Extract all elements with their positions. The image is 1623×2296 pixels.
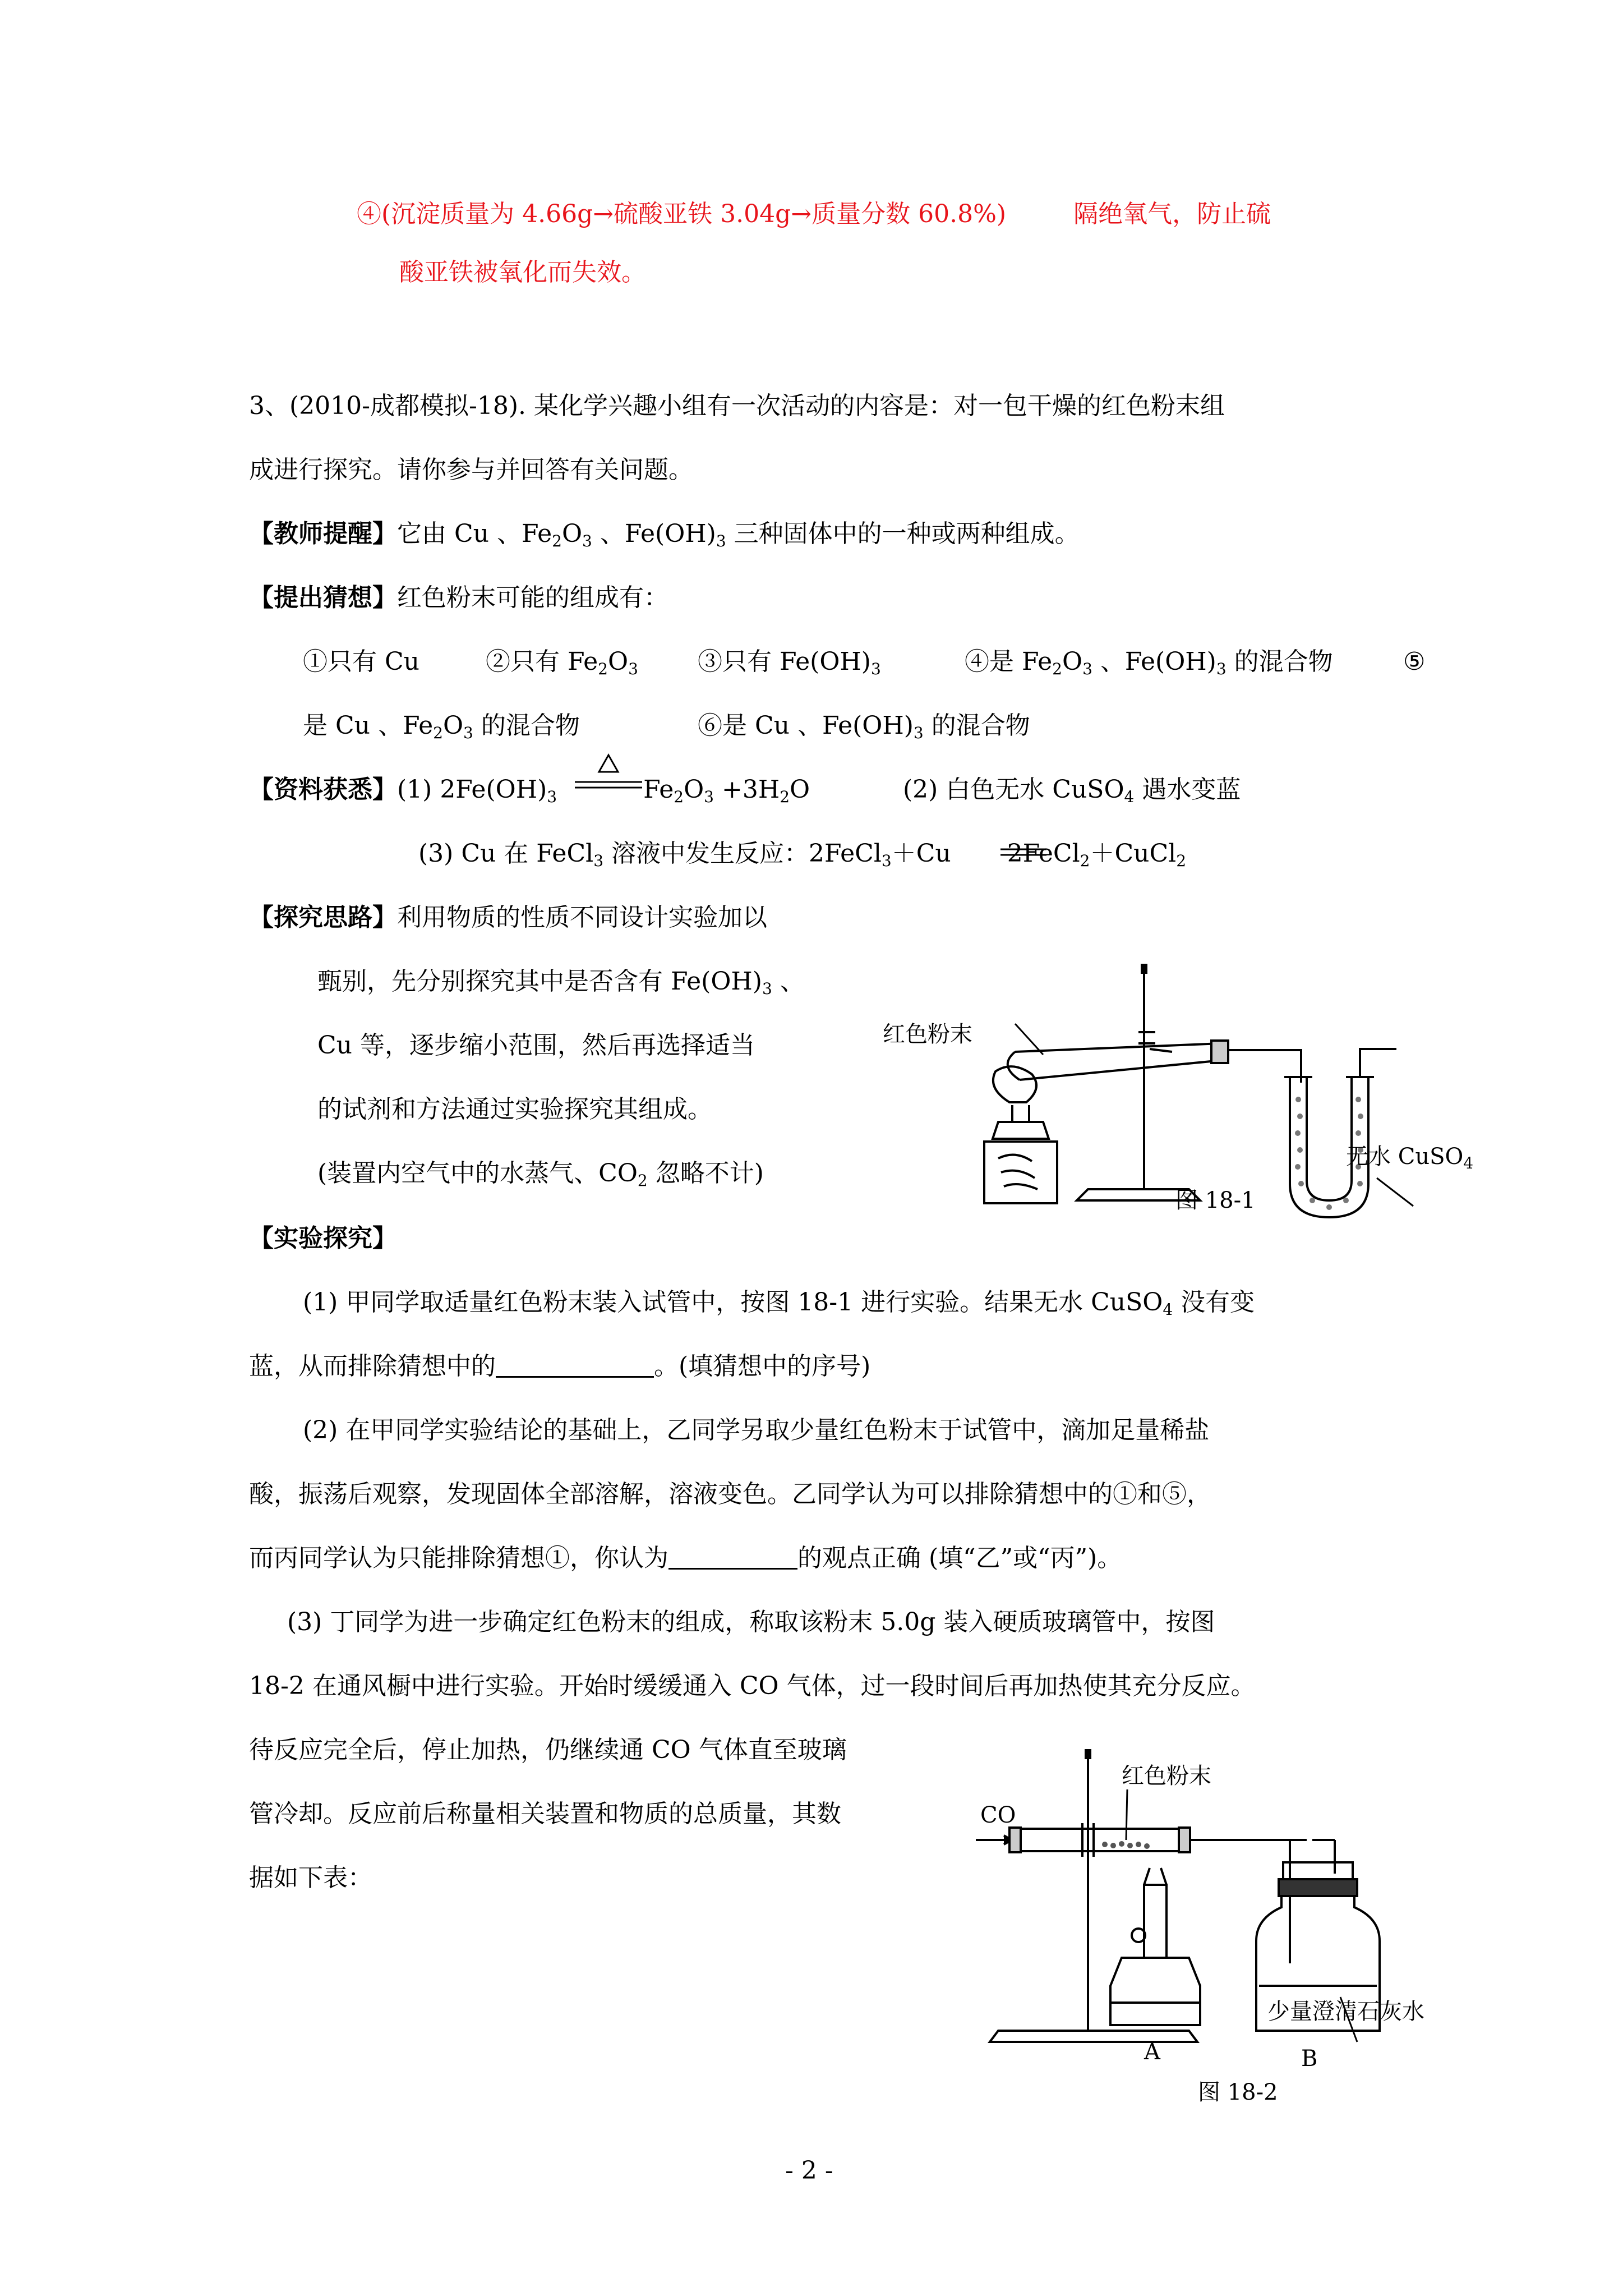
t: 无水 CuSO — [1346, 1144, 1464, 1170]
t: ⑥是 Cu 、Fe(OH) — [698, 711, 914, 740]
hypothesis-heading — [249, 581, 668, 615]
t: ②只有 Fe — [486, 647, 598, 676]
t: ④是 Fe — [965, 647, 1053, 676]
figure-18-2-caption: 图 18-2 — [1198, 2079, 1278, 2105]
teacher-reminder-tag: 【教师提醒】 — [249, 519, 397, 548]
sub: 3 — [762, 979, 772, 998]
answer-blank-2[interactable] — [668, 1545, 797, 1570]
t: 的观点正确 (填“乙”或“丙”)。 — [797, 1544, 1122, 1572]
experiment-p1-line1 — [303, 1286, 1255, 1319]
experiment-p2-line2: 酸，振荡后观察，发现固体全部溶解，溶液变色。乙同学认为可以排除猜想中的①和⑤， — [249, 1480, 1211, 1508]
hypothesis-option-4 — [965, 645, 1333, 679]
sub: 2 — [1080, 852, 1090, 870]
powder-granules — [1102, 1841, 1150, 1849]
t: +3H — [713, 775, 780, 804]
t: (1) 甲同学取适量红色粉末装入试管中，按图 18-1 进行实验。结果无水 CuSO — [303, 1288, 1163, 1317]
hypothesis-option-2 — [486, 645, 638, 679]
sub: 2 — [433, 724, 443, 742]
sub: 3 — [1216, 660, 1227, 678]
t: 是 Cu 、Fe — [303, 711, 434, 740]
teacher-reminder — [249, 517, 1080, 551]
t: 、 — [772, 967, 805, 996]
sub: 2 — [674, 788, 684, 806]
sub: 2 — [1176, 852, 1187, 870]
experiment-tag: 【实验探究】 — [249, 1224, 397, 1253]
hypothesis-option-5-number: ⑤ — [1403, 647, 1426, 676]
idea-line-2 — [317, 965, 805, 999]
t: 的混合物 — [1226, 647, 1333, 676]
experiment-p3-line2: 18-2 在通风橱中进行实验。开始时缓缓通入 CO 气体，过一段时间后再加热使其充分反应。 — [249, 1672, 1256, 1700]
idea-tag: 【探究思路】 — [249, 903, 397, 932]
t: (1) 2Fe(OH) — [397, 775, 547, 804]
sub: 3 — [881, 852, 892, 870]
t: O — [1062, 647, 1083, 676]
t: 而丙同学认为只能排除猜想①，你认为 — [249, 1544, 668, 1572]
sub: 3 — [716, 532, 726, 550]
experiment-p3-line5: 据如下表： — [249, 1864, 372, 1892]
t: O — [790, 775, 810, 804]
t: (3) Cu 在 FeCl — [418, 839, 594, 868]
hypothesis-option-1: ①只有 Cu — [303, 647, 419, 676]
t: 利用物质的性质不同设计实验加以 — [397, 903, 767, 932]
sub: 2 — [598, 660, 608, 678]
info-tag: 【资料获悉】 — [249, 775, 397, 804]
sub: 3 — [593, 852, 604, 870]
question3-intro-line2: 成进行探究。请你参与并回答有关问题。 — [249, 455, 693, 484]
t: ＋Cu — [891, 839, 959, 868]
idea-line-3: Cu 等，逐步缩小范围，然后再选择适当 — [317, 1031, 755, 1060]
page-number: - 2 - — [785, 2156, 833, 2185]
equals-sign-icon — [998, 841, 1049, 864]
experiment-p3-line4: 管冷却。反应前后称量相关装置和物质的总质量，其数 — [249, 1800, 841, 1828]
answer4-text-b: 隔绝氧气，防止硫 — [1073, 200, 1271, 228]
hypothesis-option-3 — [698, 645, 881, 679]
sub: 2 — [1052, 660, 1062, 678]
t: 没有变 — [1173, 1288, 1255, 1317]
figure-18-2-label-co: CO — [980, 1802, 1016, 1828]
sub: 4 — [1124, 788, 1135, 806]
sub: 3 — [582, 532, 592, 550]
t: 甄别，先分别探究其中是否含有 Fe(OH) — [317, 967, 762, 996]
t: 溶液中发生反应：2FeCl — [603, 839, 882, 868]
answer4-line1 — [357, 197, 1271, 231]
info-line-2 — [903, 773, 1241, 807]
t: 的混合物 — [923, 711, 1030, 740]
teacher-text-1: 它由 Cu 、Fe — [397, 519, 552, 548]
figure-18-2-label-limewater: 少量澄清石灰水 — [1267, 1999, 1424, 2024]
t: 、Fe(OH) — [1092, 647, 1216, 676]
sub: 3 — [913, 724, 924, 742]
sub: 2 — [552, 532, 562, 550]
figure-18-1-apparatus — [875, 954, 1492, 1268]
sub: 3 — [628, 660, 638, 678]
t: ＋CuCl — [1090, 839, 1177, 868]
hypothesis-option-5 — [303, 709, 580, 743]
hypothesis-text: 红色粉末可能的组成有： — [397, 583, 668, 612]
sub: 4 — [1163, 1300, 1173, 1319]
t: 遇水变蓝 — [1134, 775, 1241, 804]
experiment-p3-line1: (3) 丁同学为进一步确定红色粉末的组成，称取该粉末 5.0g 装入硬质玻璃管中，按图 — [287, 1608, 1215, 1636]
sub: 2 — [780, 788, 790, 806]
teacher-text-4: 三种固体中的一种或两种组成。 — [726, 519, 1080, 548]
figure-18-2-label-a: A — [1144, 2039, 1160, 2065]
idea-line-1 — [249, 901, 767, 935]
t: O — [607, 647, 629, 676]
figure-18-2-label-b: B — [1301, 2046, 1318, 2072]
experiment-p3-line3: 待反应完全后，停止加热，仍继续通 CO 气体直至玻璃 — [249, 1736, 847, 1764]
teacher-text-2: O — [561, 519, 583, 548]
hypothesis-tag: 【提出猜想】 — [249, 583, 397, 612]
sub: 4 — [1463, 1154, 1474, 1172]
info-line-1 — [249, 773, 810, 807]
figure-18-1-label-cuso4 — [1346, 1143, 1473, 1170]
sub: 3 — [704, 788, 714, 806]
sub: 3 — [547, 788, 557, 806]
figure-18-1-label-powder: 红色粉末 — [883, 1022, 972, 1047]
question3-intro-line1: 3、(2010-成都模拟-18). 某化学兴趣小组有一次活动的内容是：对一包干燥的红色粉末组 — [249, 392, 1225, 420]
t: ③只有 Fe(OH) — [698, 647, 871, 676]
sub: 3 — [870, 660, 881, 678]
answer4-text-a: ④(沉淀质量为 4.66g→硫酸亚铁 3.04g→质量分数 60.8%) — [357, 200, 1007, 228]
sub: 3 — [463, 724, 473, 742]
t: O — [442, 711, 464, 740]
t: 。(填猜想中的序号) — [654, 1352, 871, 1381]
sub: 3 — [1082, 660, 1092, 678]
answer-blank-1[interactable] — [496, 1354, 654, 1378]
heating-equals-icon — [572, 752, 645, 797]
t: 2FeCl — [1007, 839, 1080, 868]
t: 蓝，从而排除猜想中的 — [249, 1352, 496, 1381]
hypothesis-option-6 — [698, 709, 1030, 743]
figure-18-1-caption: 图 18-1 — [1175, 1188, 1256, 1213]
info-line-3 — [418, 837, 1186, 871]
t: Fe — [643, 775, 674, 804]
idea-line-4: 的试剂和方法通过实验探究其组成。 — [317, 1095, 712, 1124]
experiment-p2-line1: (2) 在甲同学实验结论的基础上，乙同学另取少量红色粉末于试管中，滴加足量稀盐 — [303, 1416, 1210, 1444]
idea-line-5 — [317, 1157, 764, 1190]
answer4-line2: 酸亚铁被氧化而失效。 — [399, 258, 646, 287]
sub: 2 — [637, 1171, 648, 1190]
teacher-text-3: 、Fe(OH) — [592, 519, 716, 548]
experiment-p1-line2 — [249, 1350, 870, 1383]
t: O — [684, 775, 704, 804]
experiment-p2-line3 — [249, 1542, 1122, 1575]
t: (2) 白色无水 CuSO — [903, 775, 1124, 804]
figure-18-2-label-powder: 红色粉末 — [1122, 1763, 1211, 1789]
t: 忽略不计) — [647, 1159, 764, 1188]
t: (装置内空气中的水蒸气、CO — [317, 1159, 638, 1188]
t: 的混合物 — [473, 711, 580, 740]
